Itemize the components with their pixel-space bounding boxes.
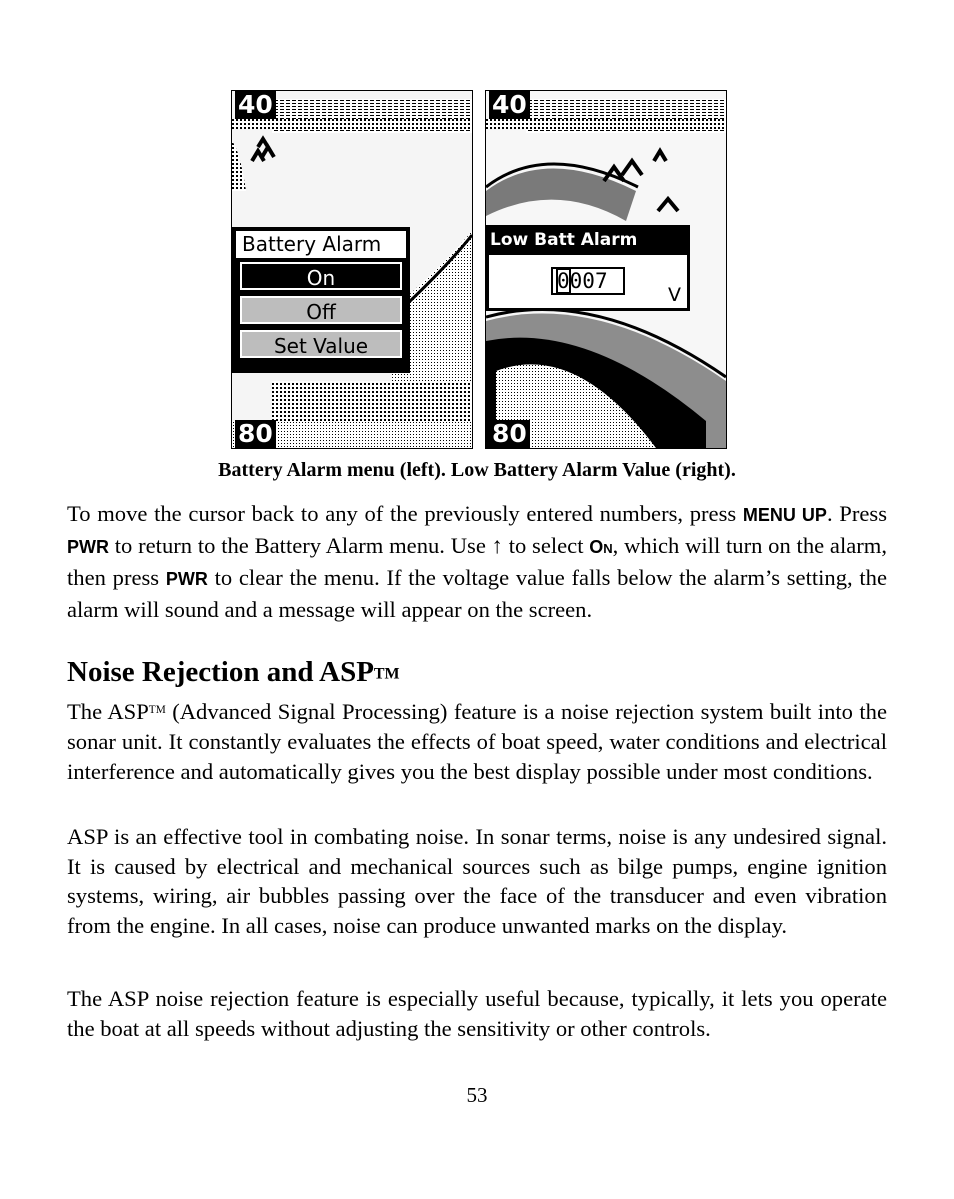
section-heading [67, 652, 400, 695]
paragraph-asp-benefit: The ASP noise rejection feature is especially useful because, typically, it lets you operate the boat at all speeds without adjusting the sensitivity or other controls. [67, 986, 887, 1041]
key-pwr: PWR [67, 536, 109, 557]
up-arrow-icon: ↑ [491, 532, 503, 558]
paragraph-asp-intro [67, 696, 887, 786]
text-run: (Advanced Signal Processing) feature is a noise rejection system built into the sonar unit. It constantly evaluates the effects of boat speed, water conditions and electrical interference and automatically gives you the best display possible under most conditions. [67, 699, 887, 784]
battery-alarm-screenshot [231, 90, 473, 449]
depth-top-label: 40 [235, 91, 276, 119]
text-run: The ASP [67, 699, 149, 725]
key-on-rest: N [603, 540, 613, 556]
menu-title: Battery Alarm [236, 231, 406, 258]
depth-bottom-label: 80 [489, 420, 530, 448]
menu-item-set-value: Set Value [240, 330, 402, 358]
key-on [589, 537, 612, 557]
key-pwr: PWR [165, 569, 208, 590]
text-run: To move the cursor back to any of the previously entered numbers, press [67, 501, 743, 526]
low-batt-alarm-dialog [486, 225, 690, 311]
key-menu-up: MENU UP [742, 505, 827, 525]
heading-text: Noise Rejection and ASP [67, 656, 374, 688]
text-run: to clear the menu. If the voltage value falls below the alarm’s setting, the alarm will sound and a message will appear on the screen. [67, 565, 887, 623]
trademark-mark: TM [373, 665, 400, 683]
key-on-initial: O [589, 536, 604, 557]
cursor-digit: 0 [557, 269, 570, 293]
menu-item-off: Off [240, 296, 402, 324]
battery-alarm-menu [232, 227, 410, 373]
dialog-body [489, 255, 687, 308]
value-digits: 007 [569, 269, 608, 293]
low-batt-alarm-screenshot [485, 90, 727, 449]
dialog-title: Low Batt Alarm [490, 230, 638, 250]
page-number: 53 [466, 1083, 488, 1107]
text-run: to return to the Battery Alarm menu. Use [109, 532, 492, 558]
menu-item-on: On [240, 262, 402, 290]
text-run: to select [502, 532, 590, 558]
paragraph-cursor-instructions [67, 499, 887, 625]
alarm-value-field [551, 267, 625, 295]
paragraph-noise-definition: ASP is an effective tool in combating noise. In sonar terms, noise is any undesired signal. It is caused by electrical and mechanical sources such as bilge pumps, engine ignition systems, wiring, air bubbles passing over the face of the transducer and even vibration from the engine. In all cases, noise can produce unwanted marks on the display. [67, 824, 887, 939]
unit-label: V [668, 284, 681, 306]
trademark-mark: TM [148, 704, 166, 716]
text-run: , which will turn on the alarm, then press [67, 532, 888, 591]
depth-top-label: 40 [489, 91, 530, 119]
text-run: . Press [826, 501, 887, 526]
depth-bottom-label: 80 [235, 420, 276, 448]
figure-caption: Battery Alarm menu (left). Low Battery Alarm Value (right). [218, 459, 736, 481]
